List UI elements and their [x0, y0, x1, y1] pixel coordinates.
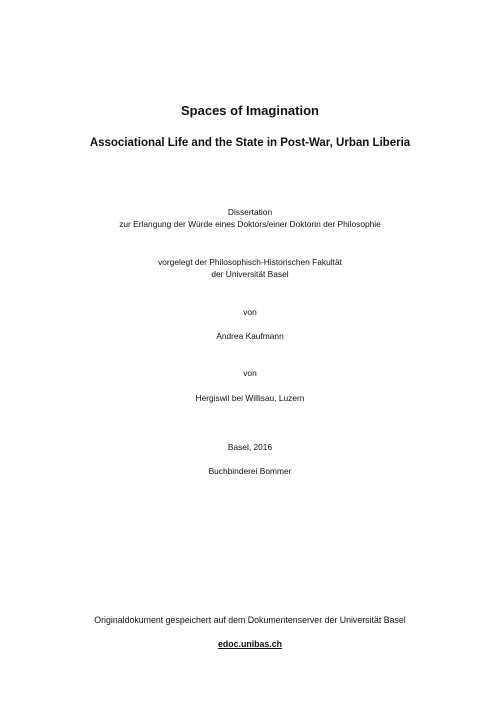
degree-label: Dissertation [227, 207, 273, 217]
place-year: Basel, 2016 [227, 442, 273, 452]
document-subtitle: Associational Life and the State in Post-War, Urban Liberia [89, 137, 411, 149]
edoc-link-wrapper [0, 639, 500, 650]
origin-prefix: von [243, 368, 257, 378]
author-prefix: von [243, 307, 257, 317]
printer-name: Buchbinderei Bommer [208, 466, 292, 476]
university-line: der Universität Basel [211, 269, 289, 279]
author-origin: Hergiswil bei Willisau, Luzern [195, 393, 305, 403]
faculty-line: vorgelegt der Philosophisch-Historischen Fakultät [158, 257, 342, 267]
archive-note: Originaldokument gespeichert auf dem Dokumentenserver der Universität Basel [94, 615, 406, 625]
author-name: Andrea Kaufmann [216, 331, 284, 341]
edoc-link[interactable]: edoc.unibas.ch [217, 639, 283, 649]
degree-purpose: zur Erlangung der Würde eines Doktors/einer Doktorin der Philosophie [119, 219, 381, 229]
document-title: Spaces of Imagination [181, 103, 319, 118]
